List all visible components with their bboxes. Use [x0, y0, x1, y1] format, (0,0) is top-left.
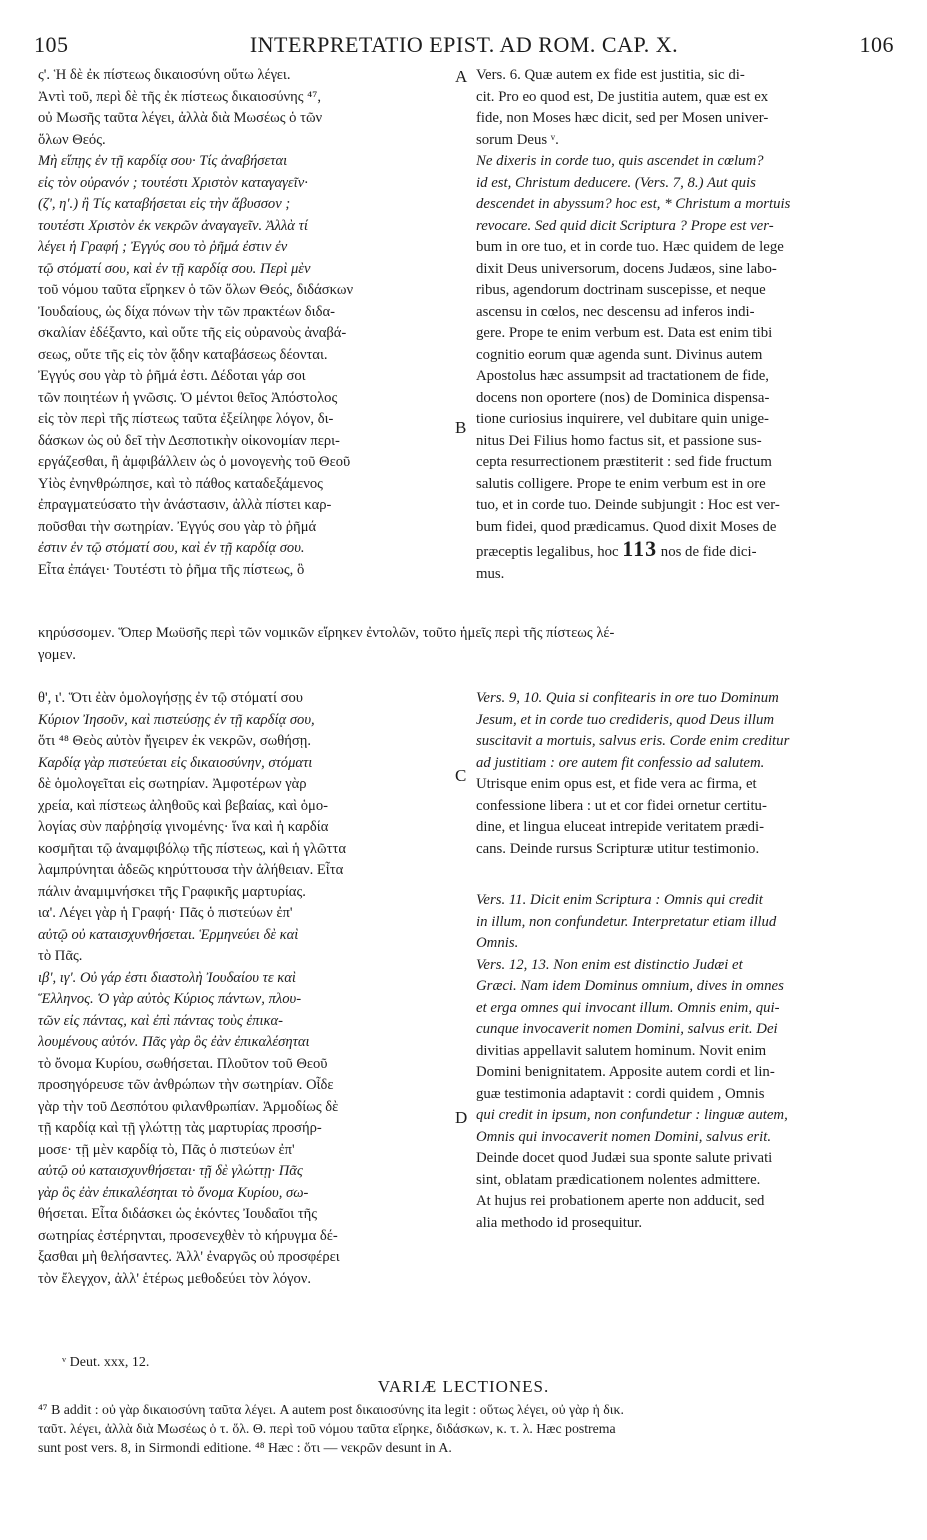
text-line: docens non oportere (nos) de Dominica dispensa- — [476, 389, 770, 406]
text-line: τὸ ὄνομα Κυρίου, σωθήσεται. Πλοῦτον τοῦ Θεοῦ — [38, 1055, 328, 1072]
text-line: ιβ', ιγ'. Οὐ γάρ ἐστι διαστολὴ Ἰουδαίου τε καὶ — [38, 969, 296, 986]
text-line: ὅλων Θεός. — [38, 131, 106, 148]
text-fragment: nos de fide dici- — [660, 544, 757, 560]
text-line: Ne dixeris in corde tuo, quis ascendet in cœlum? — [476, 153, 764, 169]
text-line: θ', ι'. Ὅτι ἐὰν ὁμολογήσῃς ἐν τῷ στόματί σου — [38, 690, 303, 706]
text-line: λογίας σὺν παῤῥησίᾳ γινομένης· ἵνα καὶ ἡ καρδία — [38, 819, 329, 835]
variae-lectiones-title: VARIÆ LECTIONES. — [377, 1377, 550, 1396]
text-line: Utrisque enim opus est, et fide vera ac firma, et — [476, 776, 757, 792]
text-line: in illum, non confundetur. Interpretatur etiam illud — [476, 913, 777, 930]
text-line: κοσμῆται τῷ ἀναμφιβόλῳ τῆς πίστεως, καὶ ἡ γλῶττα — [38, 840, 346, 857]
text-line: Vers. 11. Dicit enim Scriptura : Omnis qui credit — [476, 892, 763, 908]
text-line: alia methodo id prosequitur. — [476, 1214, 643, 1231]
text-line: qui credit in ipsum, non confundetur : linguæ autem, — [476, 1107, 788, 1123]
text-line: Vers. 6. Quæ autem ex fide est justitia, sic di- — [476, 67, 745, 83]
text-line: γομεν. — [38, 646, 76, 663]
text-line: descendet in abyssum? hoc est, * Christum a mortuis — [476, 196, 791, 212]
text-line: Καρδίᾳ γὰρ πιστεύεται εἰς δικαιοσύνην, στόματι — [38, 754, 313, 771]
text-line: κηρύσσομεν. Ὅπερ Μωϋσῆς περὶ τῶν νομικῶν εἴρηκεν ἐντολῶν, τοῦτο ἡμεῖς περὶ τῆς πίστεως λέ- — [38, 625, 615, 641]
text-line: Domini benignitatem. Apposite autem cordi et lin- — [476, 1064, 775, 1080]
text-line: salutis colligere. Prope te enim verbum est in ore — [476, 475, 766, 492]
text-line: sunt post vers. 8, in Sirmondi editione. ⁴⁸ Hæc : ὅτι — νεκρῶν desunt in A. — [38, 1440, 452, 1455]
text-line: mus. — [476, 565, 505, 582]
text-line: λαμπρύνηται ἀδεῶς κηρύττουσα τὴν ἀλήθειαν. Εἶτα — [38, 862, 344, 878]
text-line: τὸ Πᾶς. — [38, 948, 83, 964]
text-line: Υἱὸς ἐνηνθρώπησε, καὶ τὸ πάθος καταδεξάμενος — [38, 475, 323, 492]
text-line: suscitavit a mortuis, salvus eris. Corde enim creditur — [476, 733, 790, 749]
text-line: id est, Christum deducere. (Vers. 7, 8.) Aut quis — [476, 174, 756, 191]
text-line: Ἰουδαίους, ὡς δίχα πόνων τὴν τῶν πρακτέων διδα- — [38, 303, 335, 320]
text-line: ἐπραγματεύσατο τὴν ἀνάστασιν, ἀλλὰ πίστει καρ- — [38, 497, 332, 513]
greek-column-lower — [38, 688, 456, 1290]
text-line: αὐτῷ οὐ καταισχυνθήσεται. Ἑρμηνεύει δὲ καὶ — [38, 926, 299, 943]
text-line: εἰς τὸν οὐρανόν ; τουτέστι Χριστὸν καταγαγεῖν· — [38, 174, 308, 191]
text-line: ξασθαι μὴ θελήσαντες. Ἀλλ' ἐναργῶς οὐ προσφέρει — [38, 1249, 340, 1265]
text-line: revocare. Sed quid dicit Scriptura ? Prope est ver- — [476, 217, 774, 234]
text-line: At hujus rei probationem aperte non adducit, sed — [476, 1193, 765, 1209]
text-line: τῷ στόματί σου, καὶ ἐν τῇ καρδίᾳ σου. Περὶ μὲν — [38, 260, 311, 277]
text-line: τῇ καρδίᾳ καὶ τῇ γλώττῃ τὰς μαρτυρίας προσήρ- — [38, 1120, 322, 1136]
greek-column-upper — [38, 65, 456, 581]
text-line: ὅτι ⁴⁸ Θεὸς αὐτὸν ἤγειρεν ἐκ νεκρῶν, σωθήσῃ. — [38, 733, 312, 749]
text-line: τῶν εἰς πάντας, καὶ ἐπὶ πάντας τοὺς ἐπικα- — [38, 1012, 284, 1029]
text-line: γὰρ ὃς ἐὰν ἐπικαλέσηται τὸ ὄνομα Κυρίου, σω- — [38, 1184, 309, 1201]
text-line: Εἶτα ἐπάγει· Τουτέστι τὸ ῥῆμα τῆς πίστεως, ὃ — [38, 561, 305, 578]
text-line: γὰρ τὴν τοῦ Δεσπότου φιλανθρωπίαν. Ἁρμοδίως δὲ — [38, 1098, 339, 1115]
text-line: τουτέστι Χριστὸν ἐκ νεκρῶν ἀναγαγεῖν. Ἀλλὰ τί — [38, 217, 308, 234]
text-line: Omnis. — [476, 935, 519, 951]
text-line: Ἐγγύς σου γὰρ τὸ ῥῆμά ἐστι. Δέδοται γάρ σοι — [38, 368, 306, 384]
text-line: Omnis qui invocaverit nomen Domini, salvus erit. — [476, 1128, 772, 1145]
margin-marker-b: B — [455, 418, 467, 437]
text-line: bum fidei, quod prædicamus. Quod dixit Moses de — [476, 518, 777, 535]
text-line: sint, oblatam prædicationem nolentes admittere. — [476, 1171, 761, 1188]
text-line — [476, 538, 892, 564]
greek-paragraph — [38, 151, 456, 581]
text-line: θήσεται. Εἶτα διδάσκει ὡς ἑκόντες Ἰουδαῖοι τῆς — [38, 1206, 318, 1222]
text-line: divitias appellavit salutem hominum. Novit enim — [476, 1042, 767, 1059]
text-line: πάλιν ἀναμιμνήσκει τῆς Γραφικῆς μαρτυρίας. — [38, 883, 306, 900]
text-line: ἐστιν ἐν τῷ στόματί σου, καὶ ἐν τῇ καρδίᾳ σου. — [38, 540, 305, 556]
spanning-text — [38, 623, 892, 666]
text-line: Vers. 12, 13. Non enim est distinctio Judæi et — [476, 956, 743, 973]
text-line: προσηγόρευσε τῶν ἀνθρώπων τὴν σωτηρίαν. Οἶδε — [38, 1077, 334, 1093]
text-line: cunque invocaverit nomen Domini, salvus erit. Dei — [476, 1021, 778, 1037]
text-line: et erga omnes qui invocant illum. Omnis enim, qui- — [476, 999, 780, 1016]
footnote: ᵛ Deut. xxx, 12. — [62, 1355, 150, 1370]
text-line: cans. Deinde rursus Scripturæ utitur testimonio. — [476, 840, 760, 857]
text-line: Ἕλληνος. Ὁ γὰρ αὐτὸς Κύριος πάντων, πλου- — [38, 991, 302, 1007]
text-line: nitus Dei Filius homo factus sit, et passione sus- — [476, 432, 762, 449]
text-line: λουμένους αὐτόν. Πᾶς γὰρ ὃς ἐὰν ἐπικαλέσηται — [38, 1034, 310, 1050]
latin-paragraph — [476, 65, 892, 151]
text-line: Ἀντὶ τοῦ, περὶ δὲ τῆς ἐκ πίστεως δικαιοσύνης ⁴⁷, — [38, 88, 321, 105]
latin-paragraph — [476, 151, 892, 585]
text-line: cit. Pro eo quod est, De justitia autem, quæ est ex — [476, 88, 769, 105]
text-line: ια'. Λέγει γὰρ ἡ Γραφή· Πᾶς ὁ πιστεύων ἐπ' — [38, 905, 293, 921]
page-number-right: 106 — [859, 32, 894, 57]
text-line: σκαλίαν ἐδέξαντο, καὶ οὔτε τῆς εἰς οὐρανοὺς ἀναβά- — [38, 325, 347, 341]
text-line: λέγει ἡ Γραφή ; Ἐγγύς σου τὸ ῥῆμά ἐστιν ἐν — [38, 239, 288, 255]
text-line: bum in ore tuo, et in corde tuo. Hæc quidem de lege — [476, 239, 784, 255]
text-line: σωτηρίας ἐστέρηνται, προσενεχθὲν τὸ κήρυγμα δέ- — [38, 1227, 338, 1244]
text-line: cepta resurrectionem præstiterit : sed fide fructum — [476, 454, 772, 470]
text-line: dixit Deus universorum, docens Judæos, sine labo- — [476, 260, 777, 277]
text-line: τῶν ποιητέων ἡ γνῶσις. Ὁ μέντοι θεῖος Ἀπόστολος — [38, 389, 338, 406]
text-line: ascensu in cœlos, nec descensu ad inferos indi- — [476, 303, 755, 320]
text-line: tuo, et in corde tuo. Deinde subjungit : Hoc est ver- — [476, 497, 780, 513]
running-title: INTERPRETATIO EPIST. AD ROM. CAP. X. — [249, 32, 679, 57]
text-line: ταῦτ. λέγει, ἀλλὰ διὰ Μωσέως ὁ τ. ὅλ. Θ. περὶ τοῦ νόμου ταῦτα εἴρηκε, διδάσκων, κ. τ. λ. Hæc postrema — [38, 1421, 616, 1436]
latin-column-upper — [476, 65, 892, 585]
running-header — [34, 32, 894, 60]
text-line: Græci. Nam idem Dominus omnium, dives in omnes — [476, 978, 784, 994]
text-line: ποῦσθαι τὴν σωτηρίαν. Ἐγγύς σου γὰρ τὸ ῥῆμά — [38, 518, 317, 535]
text-line: dine, et lingua eluceat intrepide veritatem prædi- — [476, 819, 765, 835]
text-line: ad justitiam : ore autem fit confessio ad salutem. — [476, 754, 765, 771]
latin-column-lower — [476, 688, 892, 1234]
text-line: confessione libera : ut et cor fidei ornetur certitu- — [476, 797, 767, 814]
variae-lectiones — [38, 1400, 892, 1457]
text-line: εργάζεσθαι, ἢ ἀμφιβάλλειν ὡς ὁ μονογενὴς τοῦ Θεοῦ — [38, 454, 351, 470]
text-line: χρεία, καὶ πίστεως ἀληθοῦς καὶ βεβαίας, καὶ ὁμο- — [38, 797, 329, 814]
text-line: δὲ ὁμολογεῖται εἰς σωτηρίαν. Ἀμφοτέρων γὰρ — [38, 776, 307, 792]
text-line: οὐ Μωσῆς ταῦτα λέγει, ἀλλὰ διὰ Μωσέως ὁ τῶν — [38, 110, 323, 126]
text-line: τὸν ἔλεγχον, ἀλλ' ἑτέρως μεθοδεύει τὸν λόγον. — [38, 1270, 311, 1287]
text-line: gere. Prope te enim verbum est. Data est enim tibi — [476, 325, 773, 341]
text-line: Apostolus hæc assumpsit ad tractationem de fide, — [476, 368, 770, 384]
text-line: Κύριον Ἰησοῦν, καὶ πιστεύσῃς ἐν τῇ καρδίᾳ σου, — [38, 711, 315, 728]
text-line: guæ testimonia adaptavit : cordi quidem , Omnis — [476, 1085, 765, 1102]
text-line: μοσε· τῇ μὲν καρδίᾳ τὸ, Πᾶς ὁ πιστεύων ἐπ' — [38, 1141, 295, 1158]
text-line: cognitio eorum quæ agenda sunt. Divinus autem — [476, 346, 763, 363]
text-fragment: præceptis legalibus, hoc — [476, 544, 619, 560]
text-line: τοῦ νόμου ταῦτα εἴρηκεν ὁ τῶν ὅλων Θεός, διδάσκων — [38, 282, 354, 298]
text-line: σεως, οὔτε τῆς εἰς τὸν ᾅδην καταβάσεως δέονται. — [38, 346, 328, 363]
greek-paragraph — [38, 65, 456, 151]
page-number-left: 105 — [34, 32, 69, 57]
text-line: εἰς τὸν περὶ τῆς πίστεως ταῦτα ἐξείληφε λόγον, δι- — [38, 411, 334, 427]
margin-marker-d: D — [455, 1108, 468, 1127]
text-line: Deinde docet quod Judæi sua sponte salute privati — [476, 1150, 773, 1166]
paragraph-gap — [476, 860, 892, 890]
margin-marker-c: C — [455, 766, 467, 785]
text-line: Vers. 9, 10. Quia si confitearis in ore tuo Dominum — [476, 690, 779, 706]
text-line: Jesum, et in corde tuo credideris, quod Deus illum — [476, 711, 775, 728]
text-line: Μὴ εἴπῃς ἐν τῇ καρδίᾳ σου· Τίς ἀναβήσεται — [38, 153, 288, 169]
text-line: sorum Deus ᵛ. — [476, 131, 559, 148]
text-line: ς'. Ἡ δὲ ἐκ πίστεως δικαιοσύνη οὕτω λέγει. — [38, 67, 291, 83]
text-line: (ζ', η'.) ἢ Τίς καταβήσεται εἰς τὴν ἄβυσσον ; — [38, 196, 291, 212]
text-line: δάσκων ὡς οὐ δεῖ τὴν Δεσποτικὴν οἰκονομίαν περι- — [38, 432, 340, 449]
text-line: ⁴⁷ B addit : οὐ γὰρ δικαιοσύνη ταῦτα λέγει. A autem post δικαιοσύνης ita legit : οὕτως λέγει, οὐ γὰρ ἡ δικ. — [38, 1402, 624, 1417]
text-line: fide, non Moses hæc dicit, sed per Mosen univer- — [476, 110, 769, 126]
text-line: αὐτῷ οὐ καταισχυνθήσεται· τῇ δὲ γλώττῃ· Πᾶς — [38, 1163, 303, 1179]
margin-marker-a: A — [455, 67, 468, 86]
column-number: 113 — [622, 538, 658, 561]
text-line: ribus, agendorum doctrinam suscepisse, et neque — [476, 282, 766, 298]
text-line: tione curiosius inquirere, vel dubitare quin unige- — [476, 411, 769, 427]
